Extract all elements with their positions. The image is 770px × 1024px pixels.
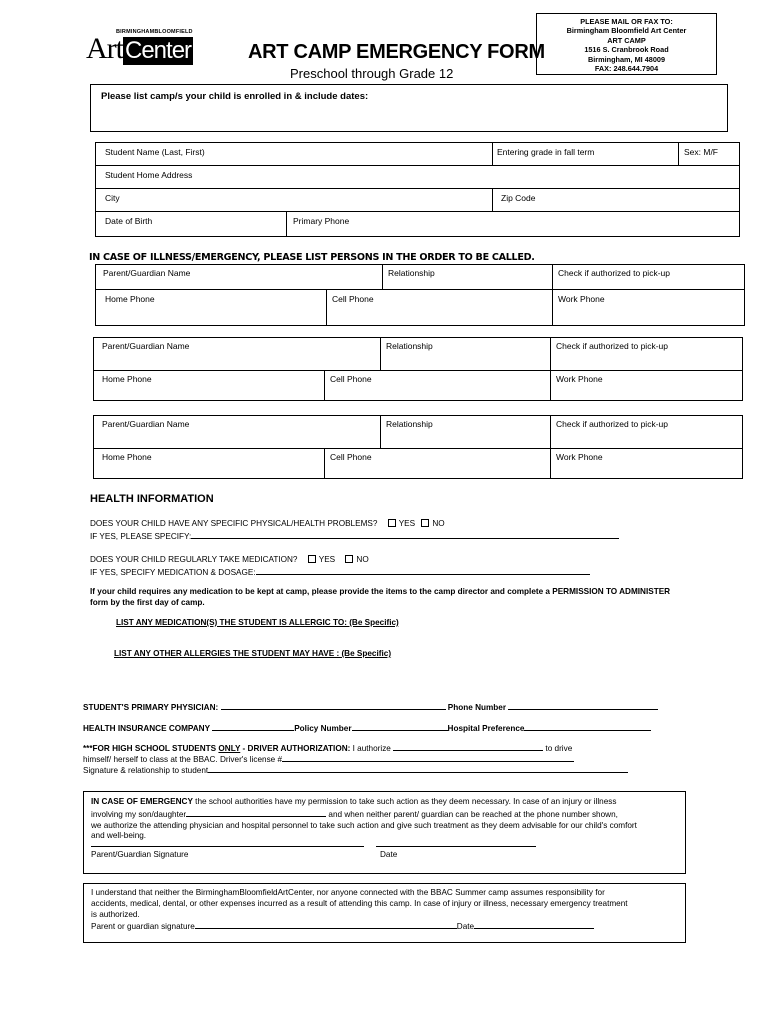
health-specify-line[interactable]: [191, 530, 619, 539]
driver-name-line[interactable]: [393, 742, 543, 751]
logo: [86, 32, 193, 66]
primary-phone-field[interactable]: Primary Phone: [293, 216, 350, 226]
mail-line: Birmingham Bloomfield Art Center: [566, 26, 687, 36]
consent-text-2a: involving my son/daughter: [91, 809, 187, 819]
student-name-field[interactable]: Student Name (Last, First): [105, 147, 205, 157]
consent-signature-line[interactable]: [91, 846, 364, 847]
consent-text-2b: and when neither parent/ guardian can be reached at the phone number shown,: [328, 809, 618, 819]
driver-signature-label: Signature & relationship to student: [83, 766, 209, 775]
hospital-label: Hospital Preference: [447, 724, 525, 733]
policy-label: Policy Number: [294, 724, 352, 733]
home-phone-field[interactable]: Home Phone: [102, 374, 152, 384]
driver-only: ONLY: [218, 744, 241, 753]
liability-text-3: is authorized.: [91, 909, 140, 919]
student-info-table: [95, 142, 740, 237]
page-title: ART CAMP EMERGENCY FORM: [248, 41, 545, 63]
medication-text: DOES YOUR CHILD REGULARLY TAKE MEDICATION?: [90, 555, 298, 564]
child-name-line[interactable]: [186, 808, 326, 817]
liability-text-2: accidents, medical, dental, or other expenses incurred as a result of attending this camp. In case of injury or illness, necessary emergency treatment: [91, 898, 628, 908]
health-specify-label: IF YES, PLEASE SPECIFY:: [90, 532, 192, 541]
physician-phone-label: Phone Number: [447, 703, 507, 712]
health-specify: [90, 530, 619, 541]
physician-row: [83, 701, 658, 712]
insurance-row: [83, 722, 651, 733]
yes-checkbox[interactable]: [388, 519, 396, 527]
liability-signature-label: Parent or guardian signature: [91, 922, 195, 932]
address-field[interactable]: Student Home Address: [105, 170, 193, 180]
driver-license-row: [83, 753, 574, 764]
health-problems-question: [90, 519, 445, 528]
liability-date-line[interactable]: [474, 920, 594, 929]
medication-note: If your child requires any medication to be kept at camp, please provide the items to the camp director and complete a PERMISSION TO ADMINISTER form by the first day of camp.: [90, 587, 671, 607]
driver-signature-line[interactable]: [208, 764, 628, 773]
camps-field[interactable]: [90, 84, 728, 132]
home-phone-field[interactable]: Home Phone: [102, 452, 152, 462]
no-label: NO: [432, 519, 445, 528]
home-phone-field[interactable]: Home Phone: [105, 294, 155, 304]
dob-field[interactable]: Date of Birth: [105, 216, 153, 226]
liability-date-label: Date: [456, 922, 475, 932]
pickup-checkbox[interactable]: Check if authorized to pick-up: [558, 268, 670, 278]
city-field[interactable]: City: [105, 193, 120, 203]
policy-line[interactable]: [352, 722, 448, 731]
driver-license-label: himself/ herself to class at the BBAC. Driver's license #: [83, 755, 283, 764]
insurance-line[interactable]: [212, 722, 294, 731]
contact-3-table: [93, 415, 743, 479]
work-phone-field[interactable]: Work Phone: [556, 374, 603, 384]
insurance-label: HEALTH INSURANCE COMPANY: [83, 724, 210, 733]
liability-signature-line[interactable]: [195, 920, 457, 929]
page-subtitle: Preschool through Grade 12: [290, 66, 454, 81]
pickup-checkbox[interactable]: Check if authorized to pick-up: [556, 341, 668, 351]
emergency-consent-box: [83, 791, 686, 874]
guardian-name-field[interactable]: Parent/Guardian Name: [102, 419, 190, 429]
guardian-name-field[interactable]: Parent/Guardian Name: [103, 268, 191, 278]
yes-label: YES: [318, 555, 336, 564]
sex-field[interactable]: Sex: M/F: [684, 147, 719, 157]
physician-label: STUDENT'S PRIMARY PHYSICIAN:: [83, 703, 219, 712]
mail-line: Birmingham, MI 48009: [587, 54, 666, 64]
physician-line[interactable]: [221, 701, 446, 710]
consent-bold: IN CASE OF EMERGENCY: [91, 797, 193, 806]
mail-line: FAX: 248.644.7904: [594, 64, 659, 74]
work-phone-field[interactable]: Work Phone: [556, 452, 603, 462]
liability-text-1: I understand that neither the BirminghamBloomfieldArtCenter, nor anyone connected with the BBAC Summer camp assumes responsibility for: [91, 888, 605, 897]
contact-2-table: [93, 337, 743, 401]
consent-date-line[interactable]: [376, 846, 536, 847]
emergency-heading: IN CASE OF ILLNESS/EMERGENCY, PLEASE LIST PERSONS IN THE ORDER TO BE CALLED.: [89, 252, 535, 263]
medication-specify-line[interactable]: [256, 566, 590, 575]
liability-box: [83, 883, 686, 943]
consent-text-1: the school authorities have my permission to take such action as they deem necessary. In case of an injury or illness: [192, 797, 617, 806]
work-phone-field[interactable]: Work Phone: [558, 294, 605, 304]
cell-phone-field[interactable]: Cell Phone: [330, 452, 372, 462]
medication-specify-label: IF YES, SPECIFY MEDICATION & DOSAGE:: [90, 568, 256, 577]
mail-line: ART CAMP: [607, 35, 646, 45]
mail-line: PLEASE MAIL OR FAX TO:: [580, 17, 673, 26]
driver-authorize: I authorize: [350, 744, 391, 753]
camps-label: Please list camp/s your child is enrolled in & include dates:: [101, 91, 369, 102]
consent-text-4: and well-being.: [91, 831, 147, 841]
health-problems-text: DOES YOUR CHILD HAVE ANY SPECIFIC PHYSICAL/HEALTH PROBLEMS?: [90, 519, 378, 528]
consent-text-3: we authorize the attending physician and hospital personnel to take such action and give such treatment as they deem advisable for our child's comfort: [91, 820, 637, 830]
grade-field[interactable]: Entering grade in fall term: [497, 147, 595, 157]
liability-text: [91, 888, 685, 933]
driver-license-line[interactable]: [282, 753, 574, 762]
pickup-checkbox[interactable]: Check if authorized to pick-up: [556, 419, 668, 429]
allergic-medications-label: LIST ANY MEDICATION(S) THE STUDENT IS ALLERGIC TO: (Be Specific): [116, 618, 399, 627]
zip-field[interactable]: Zip Code: [501, 193, 536, 203]
relationship-field[interactable]: Relationship: [386, 419, 433, 429]
hospital-line[interactable]: [524, 722, 651, 731]
health-heading: HEALTH INFORMATION: [90, 493, 214, 505]
consent-signature-label: Parent/Guardian Signature: [91, 850, 189, 859]
relationship-field[interactable]: Relationship: [388, 268, 435, 278]
no-checkbox[interactable]: [421, 519, 429, 527]
driver-signature-row: [83, 764, 628, 775]
no-label: NO: [356, 555, 369, 564]
contact-1-table: [95, 264, 745, 326]
driver-prefix: ***FOR HIGH SCHOOL STUDENTS: [83, 744, 219, 753]
consent-text: [91, 797, 685, 842]
medication-question: [90, 555, 369, 564]
physician-phone-line[interactable]: [508, 701, 658, 710]
guardian-name-field[interactable]: Parent/Guardian Name: [102, 341, 190, 351]
driver-to-drive: to drive: [545, 744, 573, 753]
cell-phone-field[interactable]: Cell Phone: [332, 294, 374, 304]
cell-phone-field[interactable]: Cell Phone: [330, 374, 372, 384]
driver-authorization-row: [83, 742, 572, 753]
consent-date-label: Date: [380, 850, 398, 859]
logo-art-text: Art: [86, 32, 123, 65]
medication-specify: [90, 566, 590, 577]
mail-to-box: [536, 13, 717, 75]
logo-small-text: BIRMINGHAMBLOOMFIELD: [116, 29, 193, 35]
no-checkbox[interactable]: [345, 555, 353, 563]
yes-label: YES: [398, 519, 416, 528]
logo-center-text: Center: [125, 37, 192, 64]
yes-checkbox[interactable]: [308, 555, 316, 563]
other-allergies-label: LIST ANY OTHER ALLERGIES THE STUDENT MAY HAVE : (Be Specific): [114, 649, 392, 658]
driver-title: - DRIVER AUTHORIZATION:: [240, 744, 351, 753]
mail-line: 1516 S. Cranbrook Road: [584, 45, 669, 55]
relationship-field[interactable]: Relationship: [386, 341, 433, 351]
